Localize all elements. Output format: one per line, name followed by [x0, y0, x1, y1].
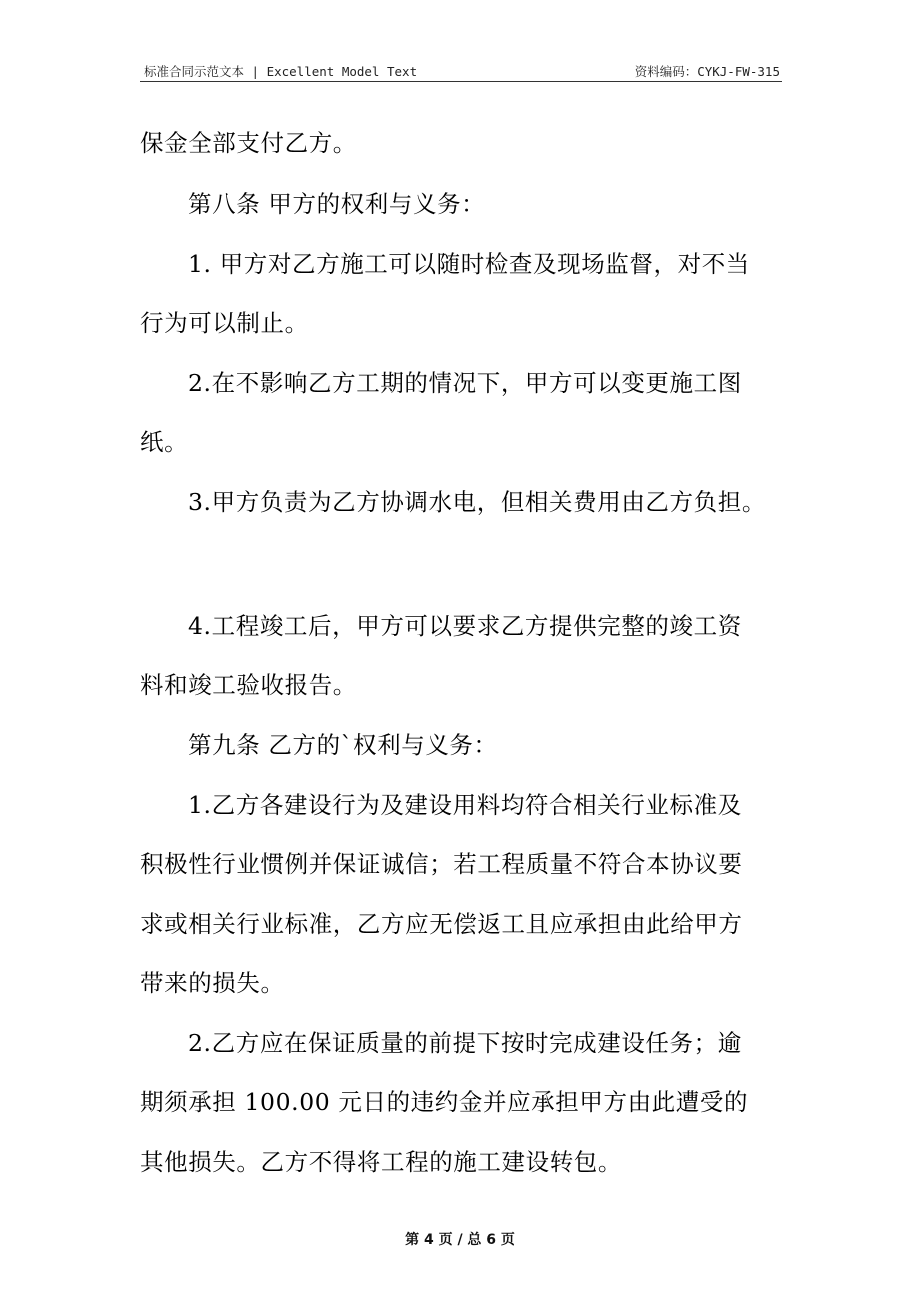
header-title: 标准合同示范文本 | Excellent Model Text — [144, 64, 418, 79]
paragraph-line: 1.乙方各建设行为及建设用料均符合相关行业标准及 — [188, 791, 742, 819]
paragraph-line: 2.在不影响乙方工期的情况下，甲方可以变更施工图 — [188, 369, 742, 397]
article-heading: 第八条 甲方的权利与义务： — [188, 190, 486, 218]
paragraph-line: 其他损失。乙方不得将工程的施工建设转包。 — [140, 1148, 622, 1176]
paragraph-line: 料和竣工验收报告。 — [140, 671, 357, 699]
paragraph-line: 保金全部支付乙方。 — [140, 129, 357, 157]
paragraph-line: 求或相关行业标准，乙方应无偿返工且应承担由此给甲方 — [140, 910, 743, 938]
document-code: 资料编码：CYKJ-FW-315 — [634, 64, 780, 79]
paragraph-line: 期须承担 100.00 元日的违约金并应承担甲方由此遭受的 — [140, 1088, 749, 1116]
article-heading: 第九条 乙方的`权利与义务： — [188, 731, 498, 759]
paragraph-line: 积极性行业惯例并保证诚信；若工程质量不符合本协议要 — [140, 850, 743, 878]
paragraph-line: 4.工程竣工后，甲方可以要求乙方提供完整的竣工资 — [188, 612, 742, 640]
paragraph-line: 2.乙方应在保证质量的前提下按时完成建设任务；逾 — [188, 1029, 742, 1057]
header-divider — [140, 81, 782, 82]
paragraph-line: 纸。 — [140, 428, 189, 456]
paragraph-line: 3.甲方负责为乙方协调水电，但相关费用由乙方负担。 — [188, 488, 766, 516]
paragraph-line: 带来的损失。 — [140, 969, 285, 997]
paragraph-line: 行为可以制止。 — [140, 309, 309, 337]
paragraph-line: 1. 甲方对乙方施工可以随时检查及现场监督，对不当 — [188, 250, 750, 278]
page-number: 第 4 页 / 总 6 页 — [405, 1232, 515, 1248]
